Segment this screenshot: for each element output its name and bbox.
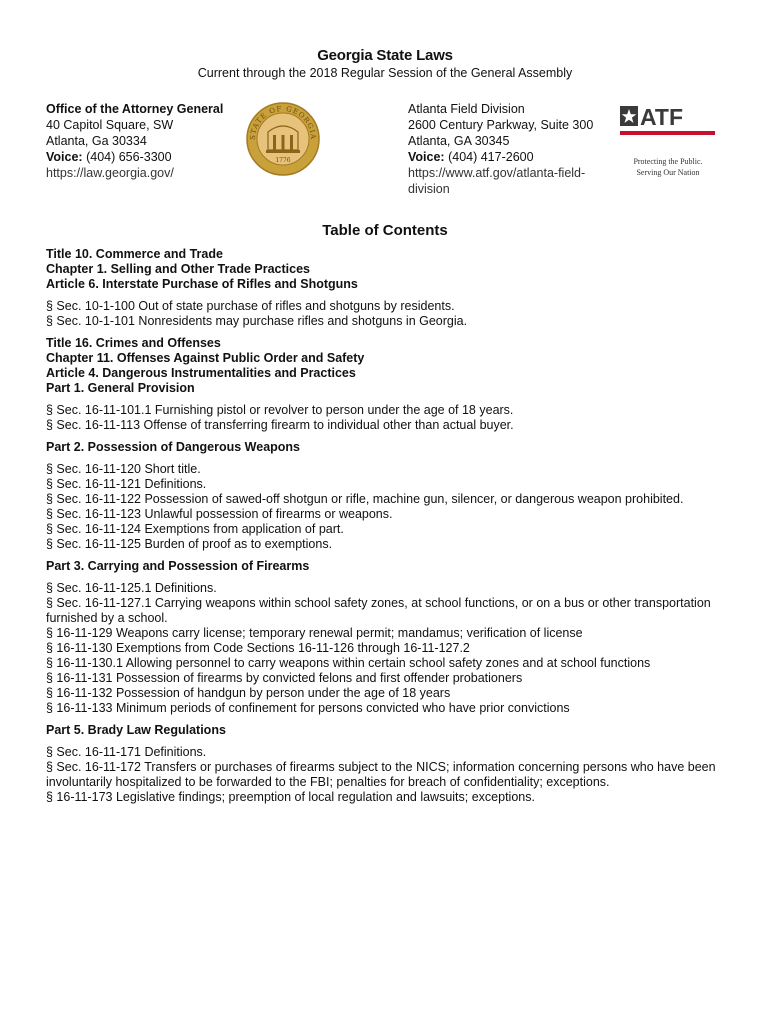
toc-item[interactable]: § Sec. 10-1-100 Out of state purchase of rifles and shotguns by residents. [46,299,455,313]
toc-item[interactable]: § Sec. 16-11-171 Definitions. [46,745,207,759]
toc-heading: Chapter 1. Selling and Other Trade Practices [46,262,310,276]
toc-item[interactable]: § 16-11-173 Legislative findings; preemption of local regulation and lawsuits; exceptions. [46,790,535,804]
contact-address-line: Atlanta, GA 30345 [408,134,510,148]
toc-heading: Part 3. Carrying and Possession of Firearms [46,559,310,573]
toc-heading-group [46,440,730,455]
georgia-seal-icon [246,102,320,176]
toc-heading: Article 6. Interstate Purchase of Rifles and Shotguns [46,277,358,291]
toc-heading: Chapter 11. Offenses Against Public Order and Safety [46,351,365,365]
atf-tagline: Serving Our Nation [636,168,700,177]
toc-item-list [46,745,730,805]
contact-name: Office of the Attorney General [46,102,224,116]
toc-heading-group [46,559,730,574]
toc-heading: Article 4. Dangerous Instrumentalities and Practices [46,366,356,380]
toc-heading: Part 5. Brady Law Regulations [46,723,226,737]
atf-contact [408,101,608,197]
toc-heading: Title 16. Crimes and Offenses [46,336,221,350]
contact-name: Atlanta Field Division [408,102,525,116]
toc-item[interactable]: § 16-11-130 Exemptions from Code Sections 16-11-126 through 16-11-127.2 [46,641,470,655]
contact-voice [408,149,608,165]
toc-item[interactable]: § Sec. 16-11-127.1 Carrying weapons within school safety zones, at school functions, or on a bus or other transportation furnished by a school. [46,596,711,625]
toc-item[interactable]: § Sec. 16-11-172 Transfers or purchases of firearms subject to the NICS; information concerning persons who have been involuntarily hospitalized to be forwarded to the FBI; penalties for breach of confidentiality; exceptions. [46,760,716,789]
page-subtitle: Current through the 2018 Regular Session of the General Assembly [197,66,573,80]
toc-title: Table of Contents [322,222,448,239]
table-of-contents [46,247,730,812]
toc-item[interactable]: § 16-11-131 Possession of firearms by convicted felons and first offender probationers [46,671,523,685]
toc-heading: Part 2. Possession of Dangerous Weapons [46,440,301,454]
seal-year: 1776 [275,157,291,164]
toc-item[interactable]: § Sec. 16-11-125.1 Definitions. [46,581,217,595]
toc-item[interactable]: § Sec. 16-11-122 Possession of sawed-off shotgun or rifle, machine gun, silencer, or dangerous weapon prohibited. [46,492,684,506]
toc-item[interactable]: § 16-11-130.1 Allowing personnel to carry weapons within certain school safety zones and at school functions [46,656,651,670]
voice-label: Voice: [408,150,445,164]
toc-item[interactable]: § Sec. 16-11-123 Unlawful possession of firearms or weapons. [46,507,393,521]
toc-item-list [46,299,730,329]
toc-item[interactable]: § 16-11-132 Possession of handgun by person under the age of 18 years [46,686,451,700]
toc-heading: Part 1. General Provision [46,381,195,395]
voice-label: Voice: [46,150,83,164]
toc-heading-group [46,247,730,292]
voice-number: (404) 656-3300 [86,150,172,164]
contact-address-line: Atlanta, Ga 30334 [46,134,147,148]
toc-item[interactable]: § Sec. 16-11-120 Short title. [46,462,201,476]
toc-item[interactable]: § Sec. 16-11-121 Definitions. [46,477,207,491]
toc-item[interactable]: § Sec. 16-11-113 Offense of transferring firearm to individual other than actual buyer. [46,418,514,432]
toc-item[interactable]: § Sec. 16-11-125 Burden of proof as to exemptions. [46,537,333,551]
toc-item[interactable]: § 16-11-129 Weapons carry license; temporary renewal permit; mandamus; verification of license [46,626,583,640]
contact-address-line: 2600 Century Parkway, Suite 300 [408,118,594,132]
atf-logo [618,104,718,184]
toc-heading: Title 10. Commerce and Trade [46,247,223,261]
toc-item[interactable]: § Sec. 16-11-101.1 Furnishing pistol or revolver to person under the age of 18 years. [46,403,514,417]
page-title: Georgia State Laws [317,47,453,64]
toc-heading-group [46,336,730,396]
seal-ring-text: STATE OF GEORGIA [248,104,318,141]
contact-url[interactable]: https://law.georgia.gov/ [46,166,174,180]
atf-tagline: Protecting the Public. [633,157,703,166]
atf-logo-text: ATF [640,104,684,130]
toc-heading-group [46,723,730,738]
toc-item[interactable]: § Sec. 10-1-101 Nonresidents may purchase rifles and shotguns in Georgia. [46,314,468,328]
toc-item-list [46,462,730,552]
contact-url[interactable]: https://www.atf.gov/atlanta-field- division [408,166,586,196]
voice-number: (404) 417-2600 [448,150,534,164]
toc-item-list [46,581,730,716]
toc-item[interactable]: § Sec. 16-11-124 Exemptions from application of part. [46,522,344,536]
contact-address-line: 40 Capitol Square, SW [46,118,174,132]
toc-item[interactable]: § 16-11-133 Minimum periods of confinement for persons convicted who have prior convictions [46,701,570,715]
toc-item-list [46,403,730,433]
attorney-general-contact [46,101,236,181]
contact-voice [46,149,236,165]
